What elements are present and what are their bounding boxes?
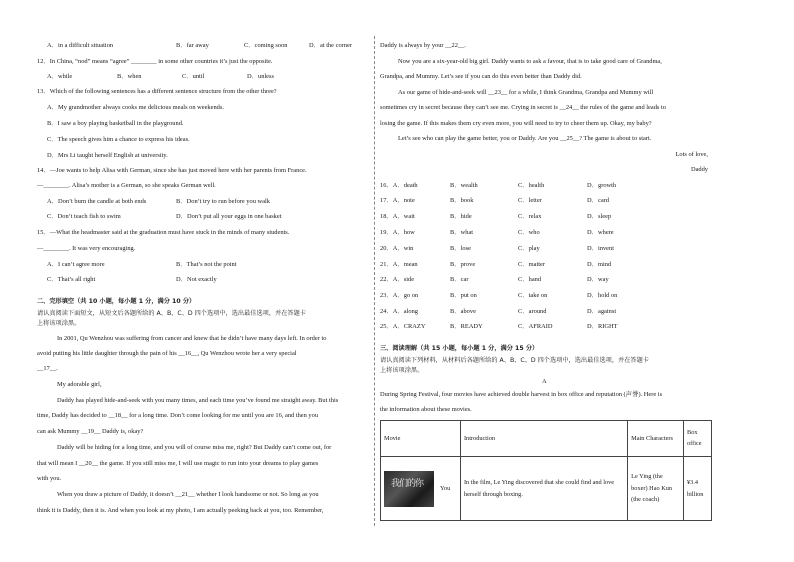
q14-option-c: C．Don’t teach fish to swim [47, 213, 121, 220]
answer-option: C．letter [518, 197, 542, 204]
q13-option-d: D．Mrs Li taught herself English at university. [47, 152, 168, 159]
movie-box-office: ¥3.4 billion [684, 457, 712, 521]
q12-option-a: A．while [47, 73, 73, 80]
passage-line: losing the game. If this makes them cry even more, you will need to try to cheer them up. Okay, my baby? [380, 120, 652, 127]
q14-response: —________. Alisa’s mother is a German, so she speaks German well. [37, 182, 216, 189]
passage-intro-cont: the information about these movies. [380, 406, 472, 413]
answer-option: C．hand [518, 276, 542, 283]
answer-option: B．hide [450, 213, 472, 220]
passage-line: Let’s see who can play the game better, you or Daddy. Are you __25__? The game is about to start. [398, 135, 652, 142]
q12-option-b: B．when [117, 73, 142, 80]
movie-cell [381, 457, 461, 521]
answer-option: C．AFRAID [518, 323, 553, 330]
q13-option-b: B．I saw a boy playing basketball in the playground. [47, 120, 184, 127]
q12-option-c: C．until [182, 73, 205, 80]
movie-introduction: In the film, Le Ying discovered that she could find and love herself through boxing. [460, 457, 627, 521]
passage-line: that will mean I __20__ the game. If you still miss me, I will use magic to run into your dreams to play games [37, 460, 319, 467]
answer-option: D．growth [587, 182, 617, 189]
q15-option-b: B．That’s not the point [176, 261, 237, 268]
section-2-title: 二、完形填空（共 10 小题，每小题 1 分，满分 10 分） [37, 298, 196, 305]
answer-option: D．way [587, 276, 609, 283]
answer-option: C．around [518, 308, 547, 315]
passage-line: avoid putting his little daughter through the pain of his __16__, Qu Wenzhou wrote her a very special [37, 350, 297, 357]
answer-option: D．RIGHT [587, 323, 618, 330]
answer-option: 22．A．side [380, 276, 415, 283]
answer-option: 18．A．wait [380, 213, 415, 220]
q15-stem: 15．—What the headmaster said at the graduation must have stuck in the minds of many students. [37, 229, 290, 236]
passage-label: A [542, 378, 547, 385]
passage-line: Now you are a six-year-old big girl. Daddy wants to ask a favour, that is to take good care of Grandma, [398, 58, 662, 65]
section-3-title: 三、阅读理解（共 15 小题，每小题 1 分，满分 15 分） [380, 345, 539, 352]
poster-title: 我们的你 [391, 478, 424, 489]
passage-line: In 2001, Qu Wenzhou was suffering from cancer and knew that he didn’t have many days left. In order to [57, 335, 327, 342]
answer-option: C．play [518, 245, 540, 252]
table-row [381, 457, 712, 521]
answer-option: D．sleep [587, 213, 612, 220]
q13-option-c: C．The speech gives him a chance to express his ideas. [47, 136, 190, 143]
passage-line: Daddy will be hiding for a long time, and you will of course miss me, right? But Daddy can’t come out, for [57, 444, 332, 451]
section-2-instructions-cont: 上将该项涂黑。 [37, 320, 81, 327]
letter-signature: Daddy [690, 166, 708, 173]
passage-line: sometimes cry in secret because they can’t see me. Crying in secret is __24__ the rules of the game and leads to [380, 104, 666, 111]
answer-option: D．card [587, 197, 610, 204]
q12-stem: 12．In China, “nod” means “agree” ________ in some other countries it’s just the opposite. [37, 58, 273, 65]
letter-closing: Lots of love, [675, 151, 708, 158]
passage-line: with you. [37, 475, 62, 482]
section-3-instructions-cont: 上将该项涂黑。 [380, 367, 424, 374]
q15-option-a: A．I can’t agree more [47, 261, 105, 268]
q11-option-c: C．coming soon [244, 42, 288, 49]
answer-option: 17．A．note [380, 197, 415, 204]
answer-option: B．prove [450, 261, 476, 268]
answer-option: 21．A．mean [380, 261, 418, 268]
answer-option: B．book [450, 197, 474, 204]
movies-table [380, 420, 712, 521]
q14-option-d: D．Don’t put all your eggs in one basket [176, 213, 282, 220]
table-header-row [381, 421, 712, 457]
passage-line: time, Daddy has decided to __18__ for a long time. Don’t come looking for me until you are 16, and then you [37, 412, 319, 419]
q11-option-d: D．at the corner [309, 42, 352, 49]
answer-option: C．take on [518, 292, 548, 299]
header-main-characters: Main Characters [628, 421, 684, 457]
answer-option: D．hold on [587, 292, 618, 299]
q11-option-b: B．far away [176, 42, 209, 49]
header-movie: Movie [381, 421, 461, 457]
passage-line: __17__. [37, 365, 58, 372]
q11-option-a: A．in a difficult situation [47, 42, 114, 49]
answer-option: C．relax [518, 213, 542, 220]
passage-line: When you draw a picture of Daddy, it doesn’t __21__ whether I look handsome or not. So long as you [57, 491, 319, 498]
answer-option: C．health [518, 182, 545, 189]
letter-greeting: My adorable girl, [57, 381, 102, 388]
answer-option: 16．A．death [380, 182, 418, 189]
q14-option-b: B．Don’t try to run before you walk [176, 198, 270, 205]
passage-line: Daddy has played hide-and-seek with you many times, and each time you’ve found me straight away. But this [57, 397, 339, 404]
passage-intro: During Spring Festival, four movies have achieved double harvest in box office and reputation (声誉). Here is [380, 391, 663, 398]
answer-option: 20．A．win [380, 245, 414, 252]
answer-option: B．car [450, 276, 469, 283]
answer-option: C．who [518, 229, 540, 236]
q13-stem: 13．Which of the following sentences has a different sentence structure from the other three? [37, 88, 277, 95]
q14-stem: 14．—Joe wants to help Alisa with German, since she has just moved here with her parents from France. [37, 167, 307, 174]
header-box-office: Box office [684, 421, 712, 457]
column-divider [374, 36, 375, 526]
q14-option-a: A．Don’t burn the candle at both ends [47, 198, 147, 205]
q15-option-d: D．Not exactly [176, 276, 217, 283]
movie-main-characters: Le Ying (the boxer) Hao Kun (the coach) [628, 457, 684, 521]
q12-option-d: D．unless [247, 73, 274, 80]
passage-line: can ask Mummy __19__ Daddy is, okay? [37, 428, 144, 435]
section-3-instructions: 请认真阅读下列材料，从材料后各题所给的 A、B、C、D 四个选项中，选出最佳选项，并在答题卡 [380, 357, 649, 364]
answer-option: D．mind [587, 261, 612, 268]
answer-option: 19．A．how [380, 229, 415, 236]
answer-option: D．against [587, 308, 617, 315]
passage-line: As our game of hide-and-seek will __23__ for a while, I think Grandma, Grandpa and Mummy will [398, 89, 654, 96]
q15-response: —________. It was very encouraging. [37, 245, 136, 252]
answer-option: D．where [587, 229, 614, 236]
answer-option: 23．A．go on [380, 292, 419, 299]
passage-line: Daddy is always by your __22__. [380, 42, 466, 49]
movie-poster-image [384, 471, 434, 507]
section-2-instructions: 请认真阅读下面短文，从短文后各题所给的 A、B、C、D 四个选项中，选出最佳选项，并在答题卡 [37, 310, 306, 317]
answer-option: 24．A．along [380, 308, 418, 315]
q13-option-a: A．My grandmother always cooks me delicious meals on weekends. [47, 104, 224, 111]
answer-option: B．lose [450, 245, 471, 252]
answer-option: B．above [450, 308, 476, 315]
answer-option: D．invent [587, 245, 614, 252]
movie-title: You [440, 484, 451, 492]
answer-option: B．put on [450, 292, 477, 299]
answer-option: B．READY [450, 323, 483, 330]
answer-option: B．wealth [450, 182, 478, 189]
passage-line: think it is Daddy, then it is. And when you look at my photo, I am actually peeking back at you, too. Remember, [37, 507, 324, 514]
answer-option: B．what [450, 229, 474, 236]
answer-option: 25．A．CRAZY [380, 323, 426, 330]
answer-option: C．matter [518, 261, 545, 268]
q15-option-c: C．That’s all right [47, 276, 96, 283]
passage-line: Grandpa, and Mummy. Let’s see if you can do this even better than Daddy did. [380, 73, 582, 80]
header-introduction: Introduction [460, 421, 627, 457]
